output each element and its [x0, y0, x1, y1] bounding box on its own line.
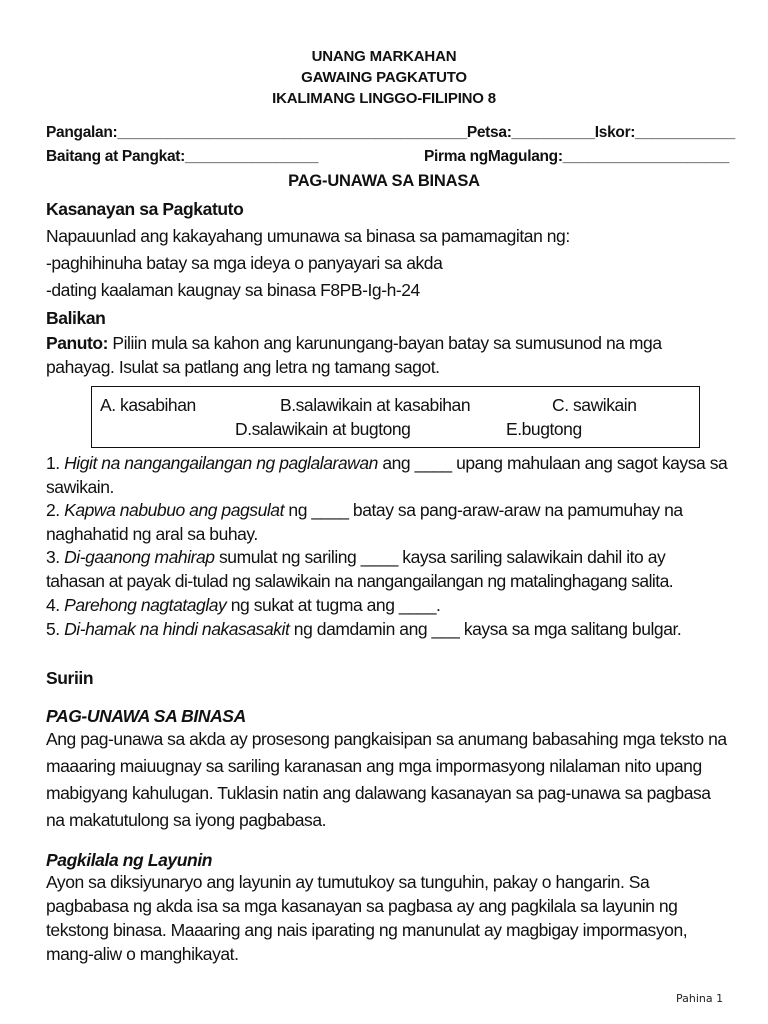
item-4-number: 4. [46, 595, 65, 615]
panuto-text: Piliin mula sa kahon ang karunungang-bayan batay sa sumusunod na mga [107, 333, 662, 353]
choice-e: E.bugtong [506, 419, 582, 439]
layunin-line-4: mang-aliw o manghikayat. [46, 944, 239, 964]
item-5-line [46, 621, 681, 639]
kasanayan-heading: Kasanayan sa Pagkatuto [46, 199, 244, 219]
suriin-para-line-2: maaaring maiuugnay sa sariling karanasan ang mga impormasyong nilalaman nito upang [46, 756, 702, 776]
panuto-line-2: pahayag. Isulat sa patlang ang letra ng tamang sagot. [46, 357, 440, 377]
suriin-para-line-4: na makatutulong sa iyong pagbabasa. [46, 810, 327, 830]
kasanayan-line-2: -paghihinuha batay sa mga ideya o panyayari sa akda [46, 253, 443, 273]
item-3-text: sumulat ng sariling ____ kaysa sariling salawikain dahil ito ay [214, 547, 666, 567]
item-1-number: 1. [46, 453, 65, 473]
item-2-text: ng ____ batay sa pang-araw-araw na pamumuhay na [284, 500, 683, 520]
suriin-subheading: PAG-UNAWA SA BINASA [46, 706, 246, 726]
page-number: Pahina 1 [676, 992, 724, 1005]
grade-section-field: Baitang at Pangkat:________________ [46, 148, 319, 165]
parent-signature-field: Pirma ngMagulang:____________________ [424, 148, 730, 165]
panuto-line-1 [46, 335, 662, 353]
choice-d: D.salawikain at bugtong [235, 419, 411, 439]
item-1-line-2: sawikain. [46, 477, 114, 497]
item-1-text: ang ____ upang mahulaan ang sagot kaysa sa [377, 453, 728, 473]
kasanayan-line-1: Napauunlad ang kakayahang umunawa sa binasa sa pamamagitan ng: [46, 226, 570, 246]
item-3-line-2: tahasan at payak di-tulad ng salawikain na nangangailangan ng matalinghagang salita. [46, 571, 674, 591]
item-1-line-1 [46, 455, 727, 473]
choice-a: A. kasabihan [100, 395, 196, 415]
choice-c: C. sawikain [552, 395, 637, 415]
choice-b: B.salawikain at kasabihan [280, 395, 471, 415]
header-activity: GAWAING PAGKATUTO [301, 69, 467, 86]
item-3-line-1 [46, 549, 665, 567]
choices-box [91, 386, 700, 448]
header-quarter: UNANG MARKAHAN [311, 48, 457, 65]
suriin-heading: Suriin [46, 668, 94, 688]
layunin-heading: Pagkilala ng Layunin [46, 850, 213, 870]
item-2-line-2: naghahatid ng aral sa buhay. [46, 524, 258, 544]
layunin-line-3: tekstong binasa. Maaaring ang nais iparating ng manunulat ay magbigay impormasyon, [46, 920, 688, 940]
header-week-subject: IKALIMANG LINGGO-FILIPINO 8 [272, 90, 496, 107]
balikan-heading: Balikan [46, 308, 106, 328]
item-4-line [46, 597, 440, 615]
item-2-line-1 [46, 502, 683, 520]
item-1-emphasis: Higit na nangangailangan ng paglalarawan [64, 453, 378, 473]
item-4-emphasis: Parehong nagtataglay [64, 595, 227, 615]
item-3-number: 3. [46, 547, 65, 567]
item-2-emphasis: Kapwa nabubuo ang pagsulat [64, 500, 284, 520]
item-3-emphasis: Di-gaanong mahirap [64, 547, 215, 567]
item-5-number: 5. [46, 619, 65, 639]
item-2-number: 2. [46, 500, 65, 520]
page-title: PAG-UNAWA SA BINASA [288, 172, 480, 190]
item-4-text: ng sukat at tugma ang ____. [226, 595, 441, 615]
panuto-label: Panuto: [46, 333, 108, 353]
name-date-score-fields: Pangalan:__________________________________________Petsa:__________Iskor:____________ [46, 124, 736, 141]
suriin-para-line-1: Ang pag-unawa sa akda ay prosesong pangkaisipan sa anumang babasahing mga teksto na [46, 729, 727, 749]
layunin-line-1: Ayon sa diksiyunaryo ang layunin ay tumutukoy sa tunguhin, pakay o hangarin. Sa [46, 872, 650, 892]
layunin-line-2: pagbabasa ng akda isa sa mga kasanayan sa pagbasa ay ang pagkilala sa layunin ng [46, 896, 678, 916]
kasanayan-line-3: -dating kaalaman kaugnay sa binasa F8PB-Ig-h-24 [46, 280, 420, 300]
item-5-emphasis: Di-hamak na hindi nakasasakit [64, 619, 290, 639]
item-5-text: ng damdamin ang ___ kaysa sa mga salitang bulgar. [289, 619, 682, 639]
suriin-para-line-3: mabigyang kahulugan. Tuklasin natin ang dalawang kasanayan sa pag-unawa sa pagbasa [46, 783, 711, 803]
